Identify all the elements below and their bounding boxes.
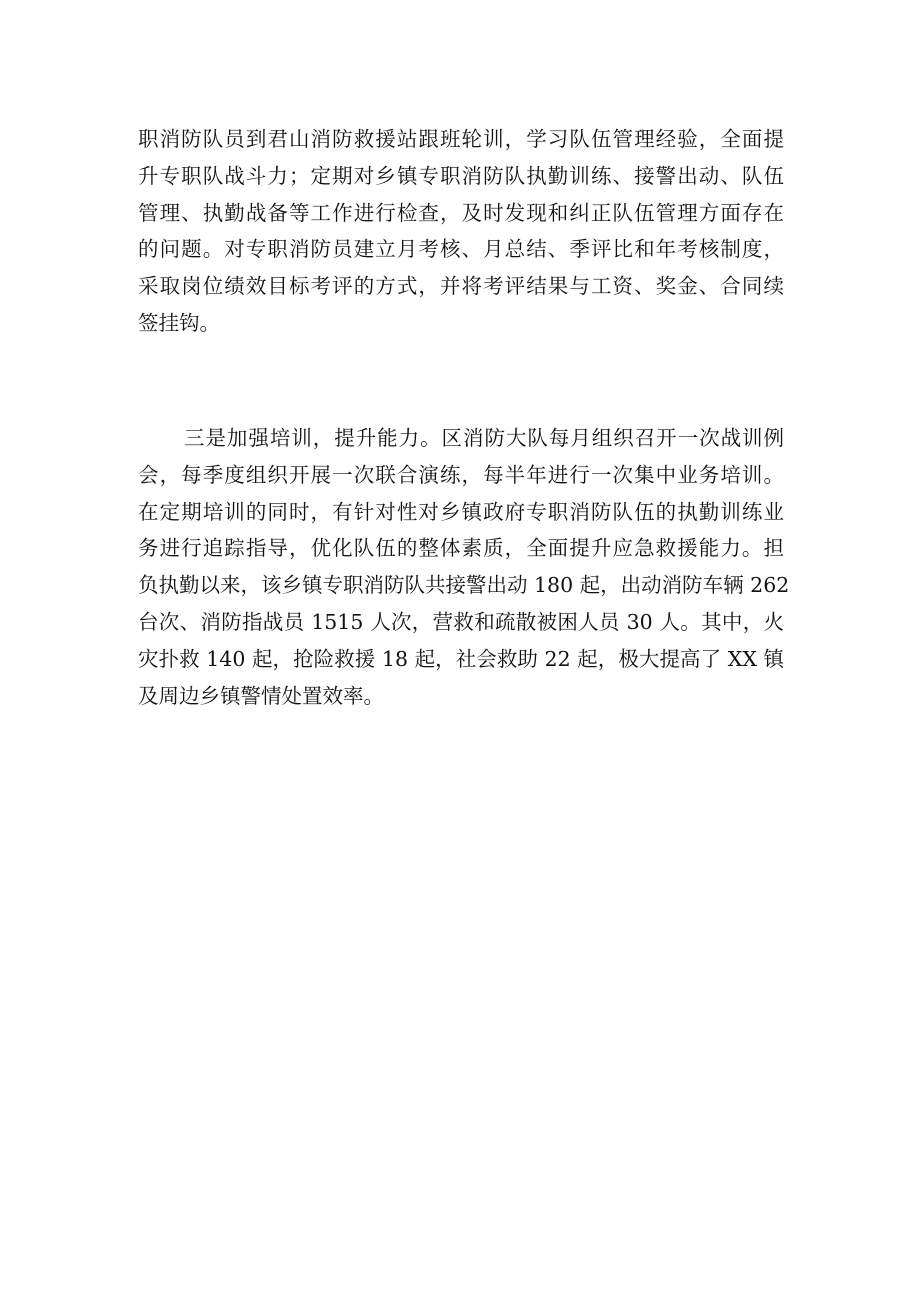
text-line: 及周边乡镇警情处置效率。: [138, 683, 384, 708]
paragraph-2: [138, 420, 790, 714]
text-line: 台次、消防指战员 1515 人次，营救和疏散被困人员 30 人。其中，火: [138, 609, 784, 634]
text-line: 负执勤以来，该乡镇专职消防队共接警出动 180 起，出动消防车辆 262: [138, 573, 790, 598]
text-line: 会，每季度组织开展一次联合演练，每半年进行一次集中业务培训。: [138, 462, 784, 487]
text-line: 在定期培训的同时，有针对性对乡镇政府专职消防队伍的执勤训练业: [138, 499, 784, 524]
paragraph-1: [138, 121, 784, 342]
text-line: 三是加强培训，提升能力。区消防大队每月组织召开一次战训例: [184, 426, 784, 450]
text-line: 管理、执勤战备等工作进行检查，及时发现和纠正队伍管理方面存在: [138, 200, 784, 225]
text-line: 的问题。对专职消防员建立月考核、月总结、季评比和年考核制度，: [138, 237, 784, 262]
text-line: 升专职队战斗力；定期对乡镇专职消防队执勤训练、接警出动、队伍: [138, 163, 784, 188]
text-line: 务进行追踪指导，优化队伍的整体素质，全面提升应急救援能力。担: [138, 536, 784, 561]
text-line: 签挂钩。: [138, 310, 220, 335]
text-line: 职消防队员到君山消防救援站跟班轮训，学习队伍管理经验，全面提: [138, 127, 784, 151]
text-line: 采取岗位绩效目标考评的方式，并将考评结果与工资、奖金、合同续: [138, 274, 784, 299]
text-line: 灾扑救 140 起，抢险救援 18 起，社会救助 22 起，极大提高了 XX 镇: [138, 646, 784, 671]
